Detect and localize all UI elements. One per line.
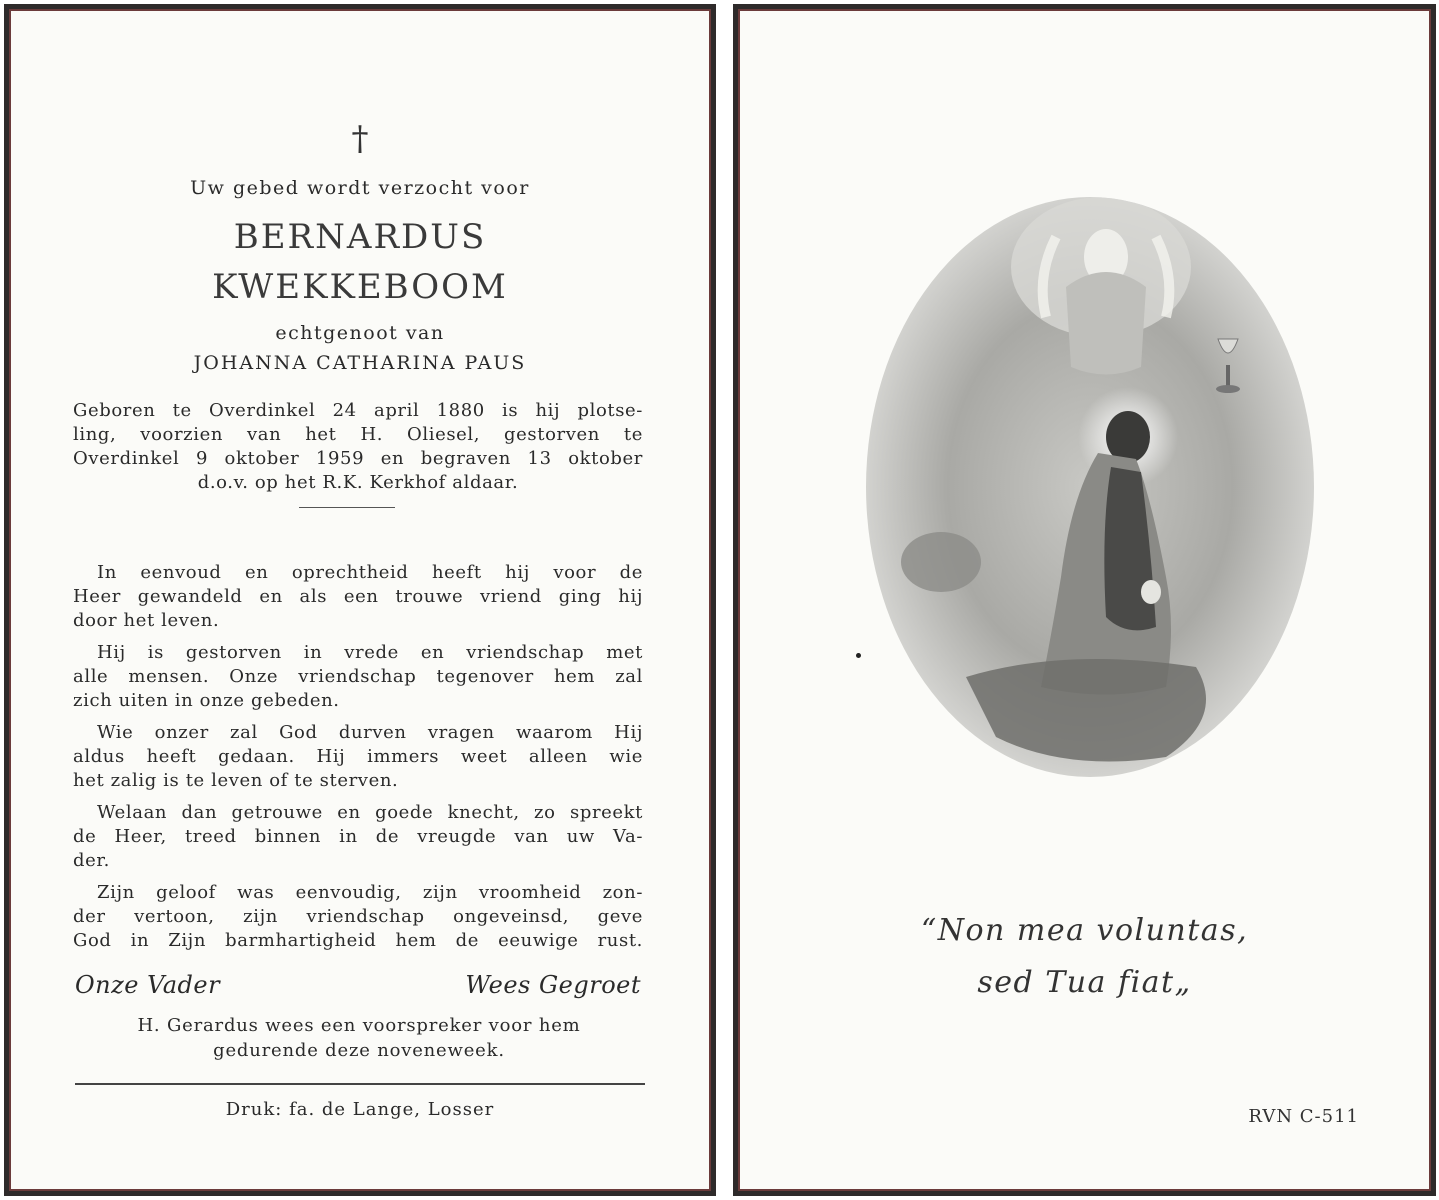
cross-icon: † bbox=[351, 119, 369, 159]
divider-short bbox=[299, 507, 395, 508]
memorial-card-text-side bbox=[4, 4, 716, 1196]
tribute-paragraph: Hij is gestorven in vrede en vriendschap met alle mensen. Onze vriendschap tegenover hem zal zich uiten in onze gebeden. bbox=[73, 642, 643, 711]
biography-line: d.o.v. op het R.K. Kerkhof aldaar. bbox=[197, 472, 519, 493]
tribute-paragraph: Zijn geloof was eenvoudig, zijn vroomheid zon- der vertoon, zijn vriendschap ongeveinsd, geve God in Zijn barmhartigheid hem de eeuwige rust. bbox=[73, 882, 643, 951]
jesus-praying-icon bbox=[866, 197, 1314, 777]
ink-speck bbox=[856, 653, 861, 658]
prayer-our-father: Onze Vader bbox=[75, 971, 221, 999]
spouse-label: echtgenoot van bbox=[275, 322, 445, 344]
biography-line: Geboren te Overdinkel 24 april 1880 is hij plotse- bbox=[73, 400, 643, 421]
intercession-text: H. Gerardus wees een voorspreker voor hem gedurende deze noveneweek. bbox=[137, 1015, 581, 1061]
deceased-last-name: KWEKKEBOOM bbox=[212, 267, 508, 307]
biography-line: Overdinkel 9 oktober 1959 en begraven 13 oktober bbox=[73, 448, 643, 469]
deceased-first-name: BERNARDUS bbox=[233, 217, 487, 257]
divider-long bbox=[75, 1083, 645, 1085]
tribute-text bbox=[73, 561, 643, 961]
latin-quote: “Non mea voluntas, sed Tua fiat„ bbox=[920, 913, 1249, 1000]
biography bbox=[73, 399, 643, 495]
prayer-hail-mary: Wees Gegroet bbox=[465, 971, 641, 999]
tribute-paragraph: Welaan dan getrouwe en goede knecht, zo spreekt de Heer, treed binnen in de vreugde van uw Va- der. bbox=[73, 802, 643, 871]
prayers-row bbox=[75, 971, 641, 999]
devotional-illustration bbox=[866, 197, 1314, 777]
tribute-paragraph: In eenvoud en oprechtheid heeft hij voor de Heer gewandeld en als een trouwe vriend ging hij door het leven. bbox=[73, 562, 643, 631]
tribute-paragraph: Wie onzer zal God durven vragen waarom Hij aldus heeft gedaan. Hij immers weet alleen wie het zalig is te leven of te sterven. bbox=[73, 722, 643, 791]
printer-credit: Druk: fa. de Lange, Losser bbox=[225, 1099, 495, 1120]
publisher-code: RVN C-511 bbox=[1248, 1106, 1359, 1127]
intro-line: Uw gebed wordt verzocht voor bbox=[190, 177, 530, 199]
spouse-name: JOHANNA CATHARINA PAUS bbox=[193, 352, 527, 374]
memorial-card-image-side bbox=[733, 4, 1436, 1196]
biography-line: ling, voorzien van het H. Oliesel, gestorven te bbox=[73, 424, 643, 445]
